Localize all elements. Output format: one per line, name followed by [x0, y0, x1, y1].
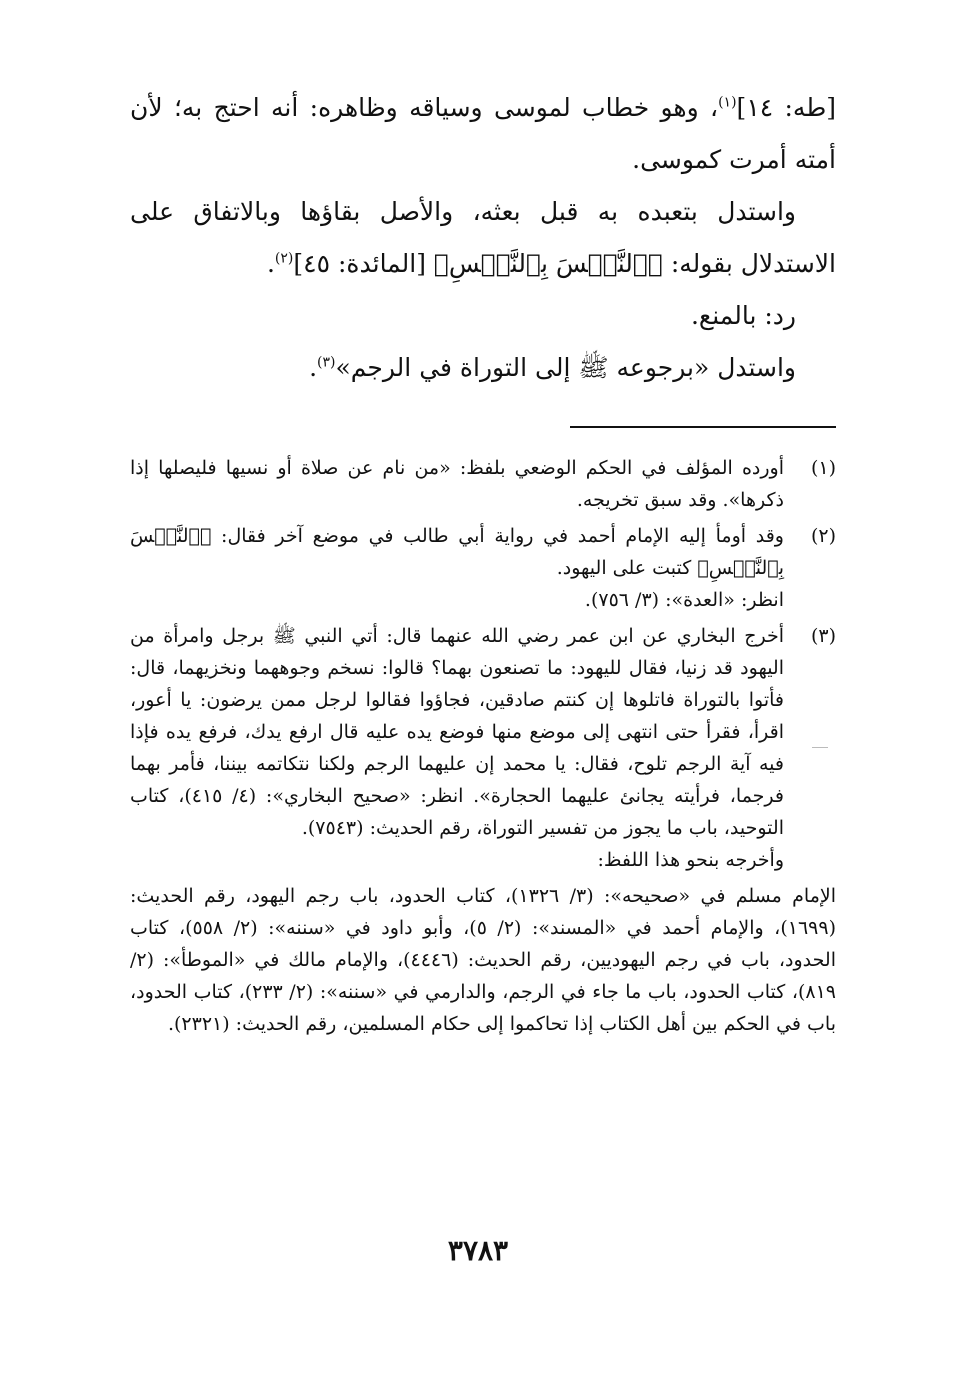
footnote-body: [130, 452, 784, 516]
margin-mark: [812, 747, 828, 748]
main-paragraph-3: [130, 290, 836, 342]
footnote-continuation: الإمام مسلم في «صحيحه»: (٣/ ١٣٢٦)، كتاب الحدود، باب رجم اليهود، رقم الحديث: (١٦٩٩)، والإمام أحمد في «المسند»: (٢/ ٥)، وأبو داود في «سننه»: (٢/ ٥٥٨)، كتاب الحدود، باب في رجم اليهوديين، رقم الحديث: (٤٤٤٦)، والإمام مالك في «الموطأ»: (٢/ ٨١٩)، كتاب الحدود، باب ما جاء في الرجم، والدارمي في «سننه»: (٢/ ٢٣٣)، كتاب الحدود، باب في الحكم بين أهل الكتاب إذا تحاكموا إلى حكام المسلمين، رقم الحديث: (٢٣٢١).: [130, 885, 836, 1035]
footnote-number: (٣): [810, 625, 836, 647]
main-paragraph-3-text: رد: بالمنع.: [690, 301, 796, 330]
footnote-1: [130, 452, 836, 516]
footnote-ref-3: (٣): [317, 354, 336, 371]
footnote-2: [130, 520, 836, 616]
main-text: [130, 82, 836, 394]
footnote-number: (٢): [810, 525, 836, 547]
footnote-3: [130, 620, 836, 876]
main-paragraph-2: [130, 186, 836, 290]
footnote-text-extra: وأخرجه بنحو هذا اللفظ:: [597, 849, 784, 871]
footnote-ref-2: (٢): [274, 250, 294, 267]
main-paragraph-4: [130, 342, 836, 394]
footnote-divider: [570, 426, 836, 428]
main-paragraph-2-text: واستدل بتعبده به قبل بعثه، والأصل بقاؤها وبالاتفاق على الاستدلال بقوله: ﴿ٱلنَّفۡسَ بِٱلنَّفۡسِ﴾ [المائدة: ٤٥]: [130, 197, 836, 278]
main-paragraph-1: [130, 82, 836, 186]
verse-citation: [طه: ١٤]: [736, 93, 836, 122]
main-paragraph-4-end: .: [309, 353, 318, 382]
page-number: ٣٧٨٣: [447, 1234, 509, 1267]
footnote-text: أورده المؤلف في الحكم الوضعي بلفظ: «من نام عن صلاة أو نسيها فليصلها إذا ذكرها». وقد سبق تخريجه.: [130, 457, 784, 511]
footnote-text: أخرج البخاري عن ابن عمر رضي الله عنهما قال: أتي النبي ﷺ برجل وامرأة من اليهود قد زنيا، فقال لليهود: ما تصنعون بهما؟ قالوا: نسخم وجوههما ونخزيهما، قال: فأتوا بالتوراة فاتلوها إن كنتم صادقين، فجاؤوا فقالوا لرجل ممن يرضون: يا أعور، اقرأ، فقرأ حتى انتهى إلى موضع منها فوضع يده عليه قال ارفع يدك، فرفع يده فإذا فيه آية الرجم تلوح، فقال: يا محمد إن عليهما الرجم ولكنا نتكاتمه بيننا، فأمر بهما فرجما، فرأيته يجانئ عليهما الحجارة». انظر: «صحيح البخاري»: (٤/ ٤١٥)، كتاب التوحيد، باب ما يجوز من تفسير التوراة، رقم الحديث: (٧٥٤٣).: [130, 625, 784, 839]
footnote-ref-1: (١): [718, 94, 737, 111]
footnote-text: وقد أومأ إليه الإمام أحمد في رواية أبي طالب في موضع آخر فقال: ﴿ٱلنَّفۡسَ بِٱلنَّفۡسِ﴾ كتبت على اليهود.: [130, 525, 784, 579]
footnotes: [130, 452, 836, 1040]
footnote-body: [130, 620, 784, 876]
footnote-reference: انظر: «العدة»: (٣/ ٧٥٦).: [584, 589, 784, 611]
main-paragraph-4-text: واستدل «برجوعه ﷺ إلى التوراة في الرجم»: [335, 353, 796, 382]
main-paragraph-1-text: ، وهو خطاب لموسى وسياقه وظاهره: أنه احتج به؛ لأن أمته أمرت كموسى.: [130, 93, 836, 174]
footnote-body: [130, 520, 784, 616]
main-paragraph-2-end: .: [266, 249, 275, 278]
footnote-number: (١): [810, 457, 836, 479]
